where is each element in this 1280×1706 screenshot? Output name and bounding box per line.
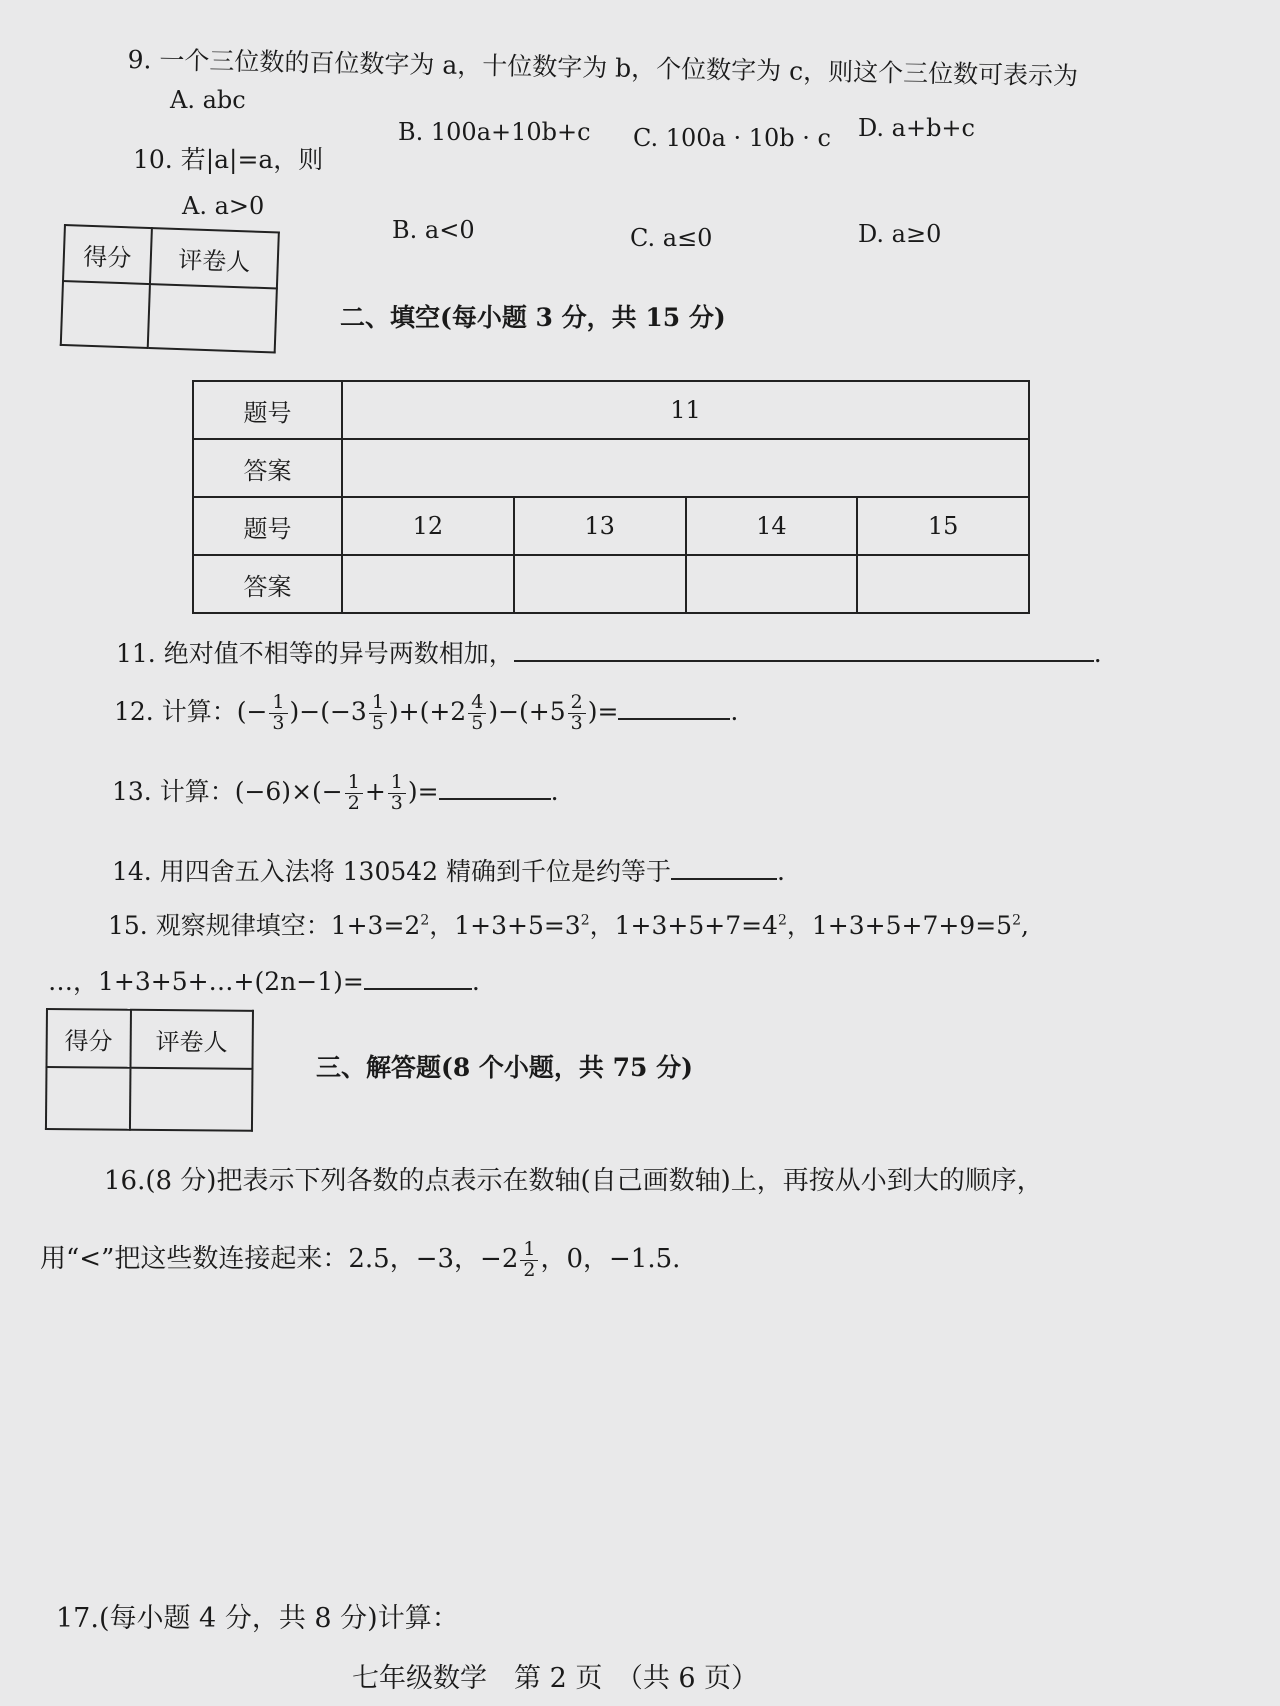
- answer-cell-11[interactable]: [342, 439, 1029, 497]
- q13-mid: +: [364, 777, 386, 806]
- q9-option-c: C. 100a · 10b · c: [633, 124, 831, 152]
- score-box-section2: [60, 224, 280, 353]
- q15-exp-1: 2: [420, 912, 430, 929]
- answer-table-num-13: 13: [514, 497, 686, 555]
- question-15-line2: …，1+3+5+…+(2n−1)= .: [48, 967, 480, 996]
- q12-fraction-3: [468, 693, 486, 734]
- q13-f1-num: 1: [345, 773, 363, 794]
- question-14-text: 14. 用四舍五入法将 130542 精确到千位是约等于: [112, 857, 672, 886]
- grader-cell[interactable]: [130, 1068, 253, 1131]
- question-9: 9. 一个三位数的百位数字为 a，十位数字为 b，个位数字为 c，则这个三位数可表示为: [127, 44, 1079, 91]
- q10-option-b: B. a<0: [392, 216, 475, 244]
- q13-f2-num: 1: [388, 773, 406, 794]
- answer-table-label-ans: 答案: [193, 555, 342, 613]
- answer-cell-12[interactable]: [342, 555, 514, 613]
- q12-f3-den: 5: [471, 712, 484, 734]
- answer-cell-14[interactable]: [686, 555, 858, 613]
- section3-title: 三、解答题(8 个小题，共 75 分): [316, 1053, 693, 1082]
- answer-table: [192, 380, 1030, 614]
- q9-option-a: A. abc: [170, 86, 246, 114]
- question-15: 15. 观察规律填空：$1+3=2^2$，$1+3+5=3^2$，$1+3+5+7=4^2$，$1+3+5+7+9=5^2$,: [108, 911, 1029, 940]
- q15-exp-3: 2: [777, 912, 787, 929]
- question-14: 14. 用四舍五入法将 130542 精确到千位是约等于 .: [112, 857, 785, 886]
- q9-option-d: D. a+b+c: [858, 114, 975, 142]
- q15-eq3: ，1+3+5+7=4: [589, 911, 778, 940]
- score-label: 得分: [46, 1009, 130, 1068]
- grader-label: 评卷人: [150, 228, 279, 288]
- q12-f2-num: 1: [369, 693, 387, 714]
- answer-table-label-num: 题号: [193, 381, 342, 439]
- section2-title: 二、填空(每小题 3 分，共 15 分): [340, 303, 726, 332]
- q15-line2-text: …，1+3+5+…+(2n−1)=: [48, 967, 364, 996]
- answer-table-num-15: 15: [857, 497, 1029, 555]
- q13-prefix: 13. 计算：(−6)×(−: [112, 777, 343, 806]
- question-11-text: 11. 绝对值不相等的异号两数相加，: [116, 639, 514, 668]
- answer-blank-14[interactable]: [671, 856, 777, 880]
- grader-label: 评卷人: [130, 1010, 253, 1069]
- q16-line2-suffix: ，0，−1.5.: [540, 1244, 681, 1274]
- question-12: 12. 计算：(− $\frac{1}{3}$ )−(−3 $\frac{1}{5}$ )+(+2 $\frac{4}{5}$ )−(+5 $\frac{2}{3}$ )= .: [114, 691, 739, 734]
- q13-f1-den: 2: [347, 792, 360, 814]
- q15-prefix: 15. 观察规律填空：1+3=2: [108, 911, 421, 940]
- answer-blank-12[interactable]: [618, 696, 730, 720]
- q13-fraction-2: [388, 773, 406, 814]
- question-16-line2: [40, 1238, 680, 1280]
- q12-f3-num: 4: [468, 693, 486, 714]
- question-13: 13. 计算：(−6)×(− $\frac{1}{2}$ + $\frac{1}{3}$ )= .: [112, 771, 559, 814]
- question-10: 10. 若|a|=a，则: [133, 145, 324, 174]
- answer-table-label-ans: 答案: [193, 439, 342, 497]
- q12-part3: )+(+2: [388, 697, 467, 726]
- score-cell[interactable]: [46, 1067, 130, 1130]
- q12-fraction-4: [568, 693, 586, 734]
- q10-option-a: A. a>0: [182, 192, 265, 220]
- grader-cell[interactable]: [148, 284, 277, 352]
- q12-f1-num: 1: [269, 693, 287, 714]
- answer-cell-15[interactable]: [857, 555, 1029, 613]
- q16-frac-den: 2: [523, 1258, 536, 1281]
- score-box-section3: [45, 1008, 254, 1132]
- q16-frac-num: 1: [520, 1240, 538, 1261]
- answer-blank-15[interactable]: [364, 966, 472, 990]
- q12-f4-num: 2: [568, 693, 586, 714]
- question-16-line1: 16.(8 分)把表示下列各数的点表示在数轴(自己画数轴)上，再按从小到大的顺序，: [104, 1166, 1043, 1196]
- q15-exp-4: 2: [1012, 912, 1021, 929]
- q10-option-d: D. a≥0: [858, 220, 942, 248]
- q12-f2-den: 5: [371, 712, 384, 734]
- q12-part2: )−(−3: [289, 697, 367, 726]
- answer-table-num-12: 12: [342, 497, 514, 555]
- q12-suffix: )=: [587, 697, 619, 726]
- answer-blank-11[interactable]: [514, 638, 1094, 662]
- q15-eq4: ，1+3+5+7+9=5: [786, 911, 1013, 940]
- answer-cell-13[interactable]: [514, 555, 686, 613]
- q13-fraction-1: [345, 773, 363, 814]
- q12-prefix: 12. 计算：(−: [114, 697, 268, 726]
- q13-f2-den: 3: [390, 792, 403, 814]
- score-cell[interactable]: [61, 281, 150, 348]
- q10-option-c: C. a≤0: [630, 224, 713, 252]
- answer-blank-13[interactable]: [439, 776, 551, 800]
- q9-option-b: B. 100a+10b+c: [398, 118, 591, 146]
- q12-f4-den: 3: [570, 712, 583, 734]
- question-17: 17.(每小题 4 分，共 8 分)计算：: [56, 1603, 459, 1634]
- q15-exp-2: 2: [580, 912, 590, 929]
- q16-line2-prefix: 用“<”把这些数连接起来：2.5，−3，−2: [40, 1244, 519, 1274]
- answer-table-num-14: 14: [686, 497, 858, 555]
- answer-table-num-11: 11: [342, 381, 1029, 439]
- q16-fraction: [520, 1237, 538, 1281]
- question-11: 11. 绝对值不相等的异号两数相加， .: [116, 639, 1102, 668]
- page-footer: 七年级数学 第 2 页 （共 6 页）: [352, 1663, 759, 1694]
- q12-f1-den: 3: [272, 712, 285, 734]
- q12-fraction-2: [369, 693, 387, 734]
- q12-fraction-1: [269, 693, 287, 734]
- q12-part4: )−(+5: [488, 697, 566, 726]
- q15-eq2: ，1+3+5=3: [429, 911, 581, 940]
- score-label: 得分: [63, 225, 152, 284]
- q13-suffix: )=: [407, 777, 439, 806]
- answer-table-label-num: 题号: [193, 497, 342, 555]
